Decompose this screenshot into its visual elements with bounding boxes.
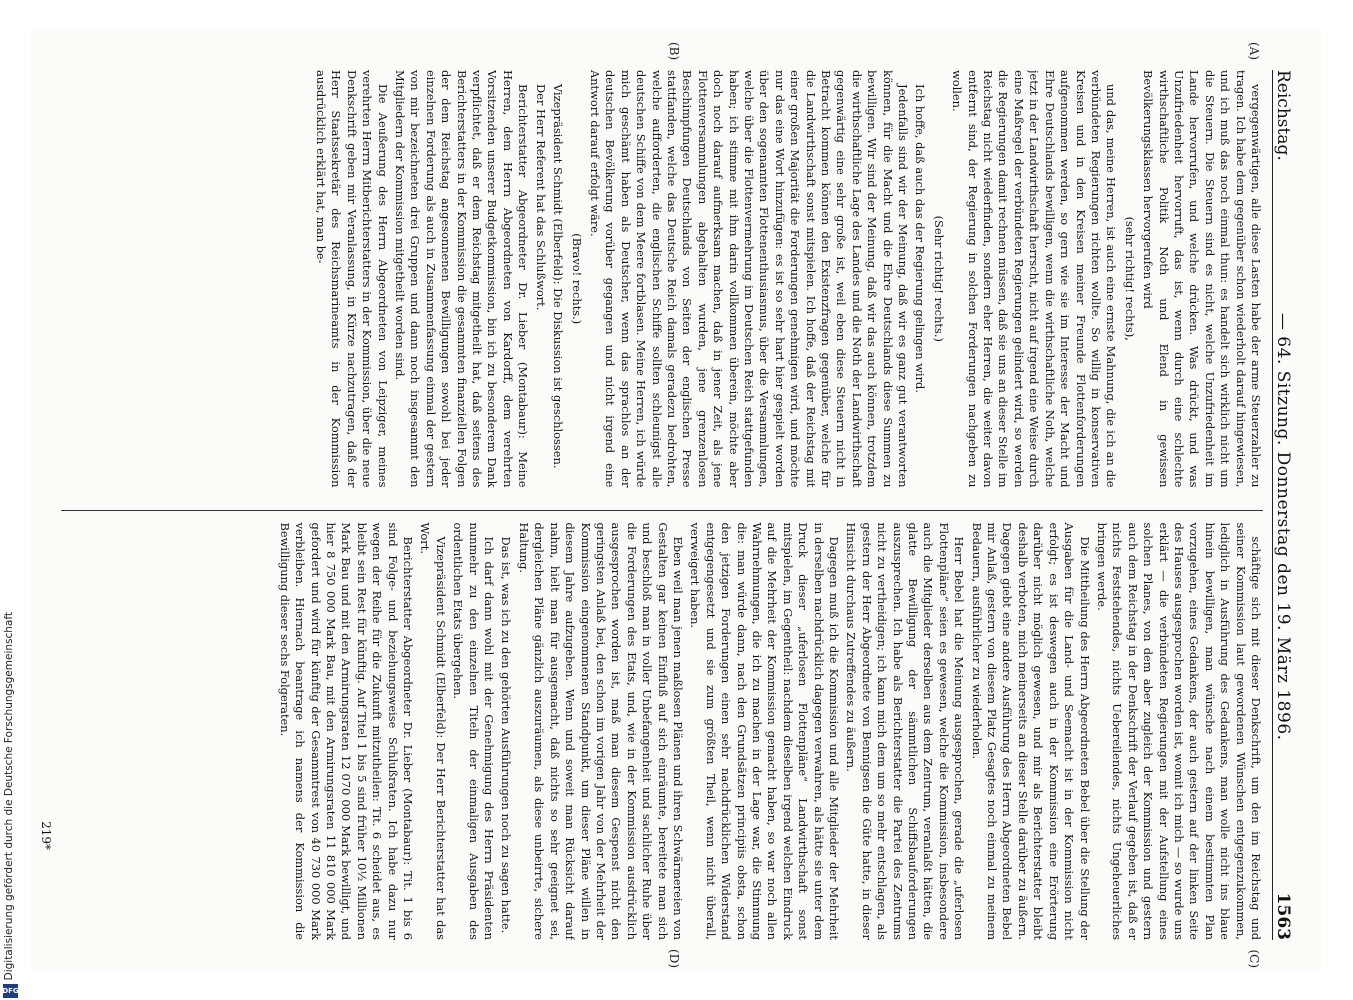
digitization-sidebar	[0, 0, 22, 1000]
signature-mark: 219*	[39, 821, 53, 850]
left-column-paragraph: Der Herr Referent hat das Schlußwort.	[533, 84, 548, 311]
text-columns	[61, 70, 1263, 940]
right-column-paragraph: Eben weil man jenen maßlosen Plänen und ihren Schwärmereien von Gestalten gar keinen Einfluß auf sich einräumte, bereitete man sich und beschloß man in voller Unbefangenheit und sachlicher Ruhe über die Forderungen des Etats, und, wie in der Kommission ausdrücklich ausgesprochen worden ist, maß man diesem Gespenst nicht den geringsten Anlaß bei, den schon im vorigen Jahr von der Mehrheit der Kommission eingenommenen Standpunkt, um dieser Pläne willen in diesem Jahre aufzugeben. Wenn und soweit man Rücksicht darauf nahm, hielt man für ausgemacht, daß nichts so sehr geeignet sei, dergleichen Pläne gänzlich auszuräumen, als diese unbeirrte, sichere Haltung.	[516, 522, 685, 940]
left-column-paragraph: (Sehr richtig! rechts.)	[931, 215, 946, 342]
header-left: Reichstag.	[1273, 70, 1293, 161]
right-column-paragraph: Dagegen muß ich die Kommission und alle Mitglieder der Mehrheit in derselben nachdrücklich dagegen verwahren, als hätte sie unter dem Druck dieser „uferlosen Flottenpläne“ Landwirthschaft sonst mitspielen, im Gegentheil: nachdem dieselben irgend welchen Eindruck auf die Mehrheit der Kommission gemacht haben, so war noch allen Wahrnehmungen, die ich zu machen in der Lage war, die Stimmung die: man würde dann, nach den Grundsätzen principiis obsta, schon den jetzigen Forderungen einen sehr nachdrücklichen Widerstand entgegengesetzt und sie zum größten Theil, wenn nicht überall, verweigert haben.	[688, 522, 842, 940]
left-column-paragraph: Vizepräsident Schmidt (Elberfeld): Die Diskussion ist geschlossen.	[551, 84, 566, 469]
right-column-paragraph: Die Mittheilung des Herrn Abgeordneten Bebel über die Stellung der Ausgaben für die Land- und Seemacht ist in der Kommission nicht erfolgt; es ist deswegen auch in der Kommission eine Erörterung darüber nicht möglich gewesen, und mir als Berichterstatter bleibt deshalb verboten, mich meinerseits an dieser Stelle darüber zu äußern. Dagegen giebt eine andere Ausführung des Herrn Abgeordneten Bebel mir Anlaß, gestern von diesem Platz Gesagtes noch einmal zu meinem Bedauern, ausführlicher zu wiederholen.	[969, 522, 1092, 940]
page-header	[1272, 70, 1303, 940]
header-center: — 64. Sitzung. Donnerstag den 19. März 1896.	[1273, 312, 1293, 741]
right-column-paragraph: Herr Bebel hat die Meinung ausgesprochen, gerade die „uferlosen Flottenpläne“ seien es gewesen, welche die Kommission, insbesondere auch die Mitglieder derselben aus dem Zentrum, veranlaßt hätten, die glatte Bewilligung der sämmtlichen Schiffsbauforderungen auszusprechen. Ich habe als Berichterstatter die Partei des Zentrums nicht zu vertheidigen; ich kann mich dem um so mehr entschlagen, als gestern der Herr Abgeordnete von Bennigsen die Güte hatte, in dieser Hinsicht durchaus Zutreffendes zu äußern.	[844, 522, 967, 940]
margin-marker-b: (B)	[667, 42, 681, 61]
left-column-paragraph: vergegenwärtigen, alle diese Lasten habe der arme Steuerzahler zu tragen. Ich habe dem gegenüber schon wiederholt darauf hingewiesen, und ich muß das noch einmal thun: es handelt sich wirklich nicht um die Steuern. Die Steuern sind es nicht, welche Unzufriedenheit im Lande hervorrufen, und welche drücken. Was drückt, und was Unzufriedenheit hervorruft, das ist, wenn durch eine schlechte wirthschaftliche Politik Noth und Elend in gewissen Bevölkerungsklassen hervorgerufen wird	[1141, 70, 1263, 488]
scanned-page	[31, 30, 1321, 970]
left-column-paragraph: und das, meine Herren, ist auch eine ernste Mahnung, die ich an die verbündeten Regierungen richten wollte. So willig in konservativen Kreisen und in den Kreisen meiner Freunde Flottenforderungen aufgenommen werden, so gern wie sie im Interesse der Macht und Ehre Deutschlands bewilligen, wenn die wirthschaftliche Noth, welche jetzt in der Landwirthschaft herrscht, nicht auf irgend eine Weise durch eine Maßregel der verbündeten Regierungen gelindert wird, so werden die Regierungen damit rechnen müssen, daß sie uns an dieser Stelle im Reichstag nicht wiederfinden, sondern eher Herren, die weiter davon entfernt sind, der Regierung in solchen Forderungen nachgeben zu wollen.	[950, 70, 1119, 488]
margin-marker-d: (D)	[667, 949, 681, 968]
left-column-paragraph: Die Aeußerung des Herrn Abgeordneten von Leipziger, meines verehrten Herrn Mitberichterstatters in der Kommission, über die neue Denkschrift geben mir Veranlassung, in Kürze nachzutragen, daß der Herr Staatssekretär des Reichsmarineamts in der Kommission ausdrücklich erklärt hat, man be-	[314, 70, 390, 488]
left-column-paragraph: (Bravo! rechts.)	[569, 233, 584, 325]
dfg-logo-icon: DFG	[3, 984, 18, 998]
digitization-note: Digitalisierung gefördert durch die Deutsche Forschungsgemeinschaft	[3, 611, 15, 980]
page-number: 1563	[1273, 892, 1293, 940]
right-column-paragraph: Ich darf dann wohl mit der Genehmigung des Herrn Präsidenten nunmehr zu den einzelnen Titeln der einmaligen Ausgaben des ordentlichen Etats übergehen.	[451, 522, 497, 940]
right-column-paragraph: Vizepräsident Schmidt (Elberfeld): Der Herr Berichterstatter hat das Wort.	[418, 522, 448, 940]
left-column	[61, 70, 1263, 488]
left-column-paragraph: Berichterstatter Abgeordneter Dr. Lieber (Montabaur): Meine Herren, dem Herrn Abgeordneten von Kardorff, dem verehrten Vorsitzenden unserer Budgetkommission, bin ich zu besonderem Dank verpflichtet, daß er dem Reichstag mitgetheilt hat, daß seitens des Berichterstatters in der Kommission die gesammten finanziellen Folgen der dem Reichstag angesonnenen Bewilligungen sowohl bei jeder einzelnen Forderung als auch in Zusammenfassung einmal der gestern von mir bezeichneten drei Gruppen und dann noch insgesammt den Mitgliedern der Kommission mitgetheilt worden sind.	[393, 70, 531, 488]
left-column-paragraph: (sehr richtig! rechts),	[1122, 216, 1137, 341]
right-column-paragraph: schäftige sich mit dieser Denkschrift, um den im Reichstag und seiner Kommission laut gewordenen Wünschen entgegenzukommen, lediglich in Ausführung des Gedankens, man wolle nicht ins blaue hinein bewilligen, man wünsche nach einem bestimmten Plan vorzugehen, eines Gedankens, der auch gestern auf der linken Seite des Hauses ausgesprochen worden ist, womit ich mich — so wurde uns erklärt — die verbündeten Regierungen mit der Aufstellung eines solchen Planes, von dem aber zugleich der Kommission und gestern auch dem Reichstag in der Denkschrift der Verlauf gegeben ist, daß er nichts Feststehendes, nichts Uebereilendes, nichts Ungeheuerliches bringen werde.	[1094, 522, 1263, 940]
left-column-paragraph: Ich hoffe, daß auch das der Regierung gelingen wird.	[913, 84, 928, 393]
margin-marker-c: (C)	[1247, 949, 1261, 968]
right-column-paragraph: Berichterstatter Abgeordneter Dr. Lieber (Montabaur): Tit. 1 bis 6 sind Folge- und beziehungsweise Schlußraten. Ich habe dazu nur wegen der Reihe für die Zukunft mitzutheilen: Tit. 6 scheidet aus, es bleibt sein Rest für künftig. Auf Titel 1 bis 5 sind früher 10½ Millionen Mark Bau und mit den Armirungsraten 12 070 000 Mark bewilligt, und hier 8 750 000 Mark Bau, mit den Armirungsraten 11 810 000 Mark gefordert und wird für künftig der Gesammtrest von 40 730 000 Mark verbleiben. Hiernach beantrage ich namens der Kommission die Bewilligung dieser sechs Folgeraten.	[277, 522, 416, 940]
right-column-paragraph: Das ist, was ich zu den gehörten Ausführungen noch zu sagen hatte.	[499, 536, 514, 934]
right-column	[61, 510, 1263, 941]
left-column-paragraph: Jedenfalls sind wir der Meinung, daß wir es ganz gut verantworten können, für die Macht und die Ehre Deutschlands diese Summen zu bewilligen. Wir sind der Meinung, daß wir das auch können, trotzdem die wirthschaftliche Lage des Landes und die Noth der Landwirthschaft gegenwärtig eine sehr große ist, weil eben diese Steuern nicht in Betracht kommen können den Existenzfragen gegenüber, welche für die Landwirthschaft sonst mitspielen. Ich hoffe, daß der Reichstag mit einer großen Majorität die Forderungen genehmigen wird, und möchte nur das eine Wort hinzufügen: es ist so sehr hart hier gespielt worden über den sogenannten Flottenenthusiasmus, über die Versammlungen, welche über die Flottenvermehrung im Deutschen Reich stattgefunden haben; ich stimme mit ihm darin vollkommen überein, möchte aber doch noch darauf aufmerksam machen, daß in jener Zeit, als jene Flottenversammlungen abgehalten wurden, jene grenzenlosen Beschimpfungen Deutschlands von Seiten der englischen Presse stattfanden, welche das Deutsche Reich damals geradezu bedrohten, welche aufforderten, die englischen Schiffe sollten schleunigst alle deutschen Schiffe von dem Meere fortblasen. Meine Herren, ich würde mich geschämt haben als Deutscher, wenn das sprachlos an der deutschen Bevölkerung vorüber gegangen und nicht irgend eine Antwort darauf erfolgt wäre.	[587, 70, 911, 488]
margin-marker-a: (A)	[1247, 42, 1261, 61]
